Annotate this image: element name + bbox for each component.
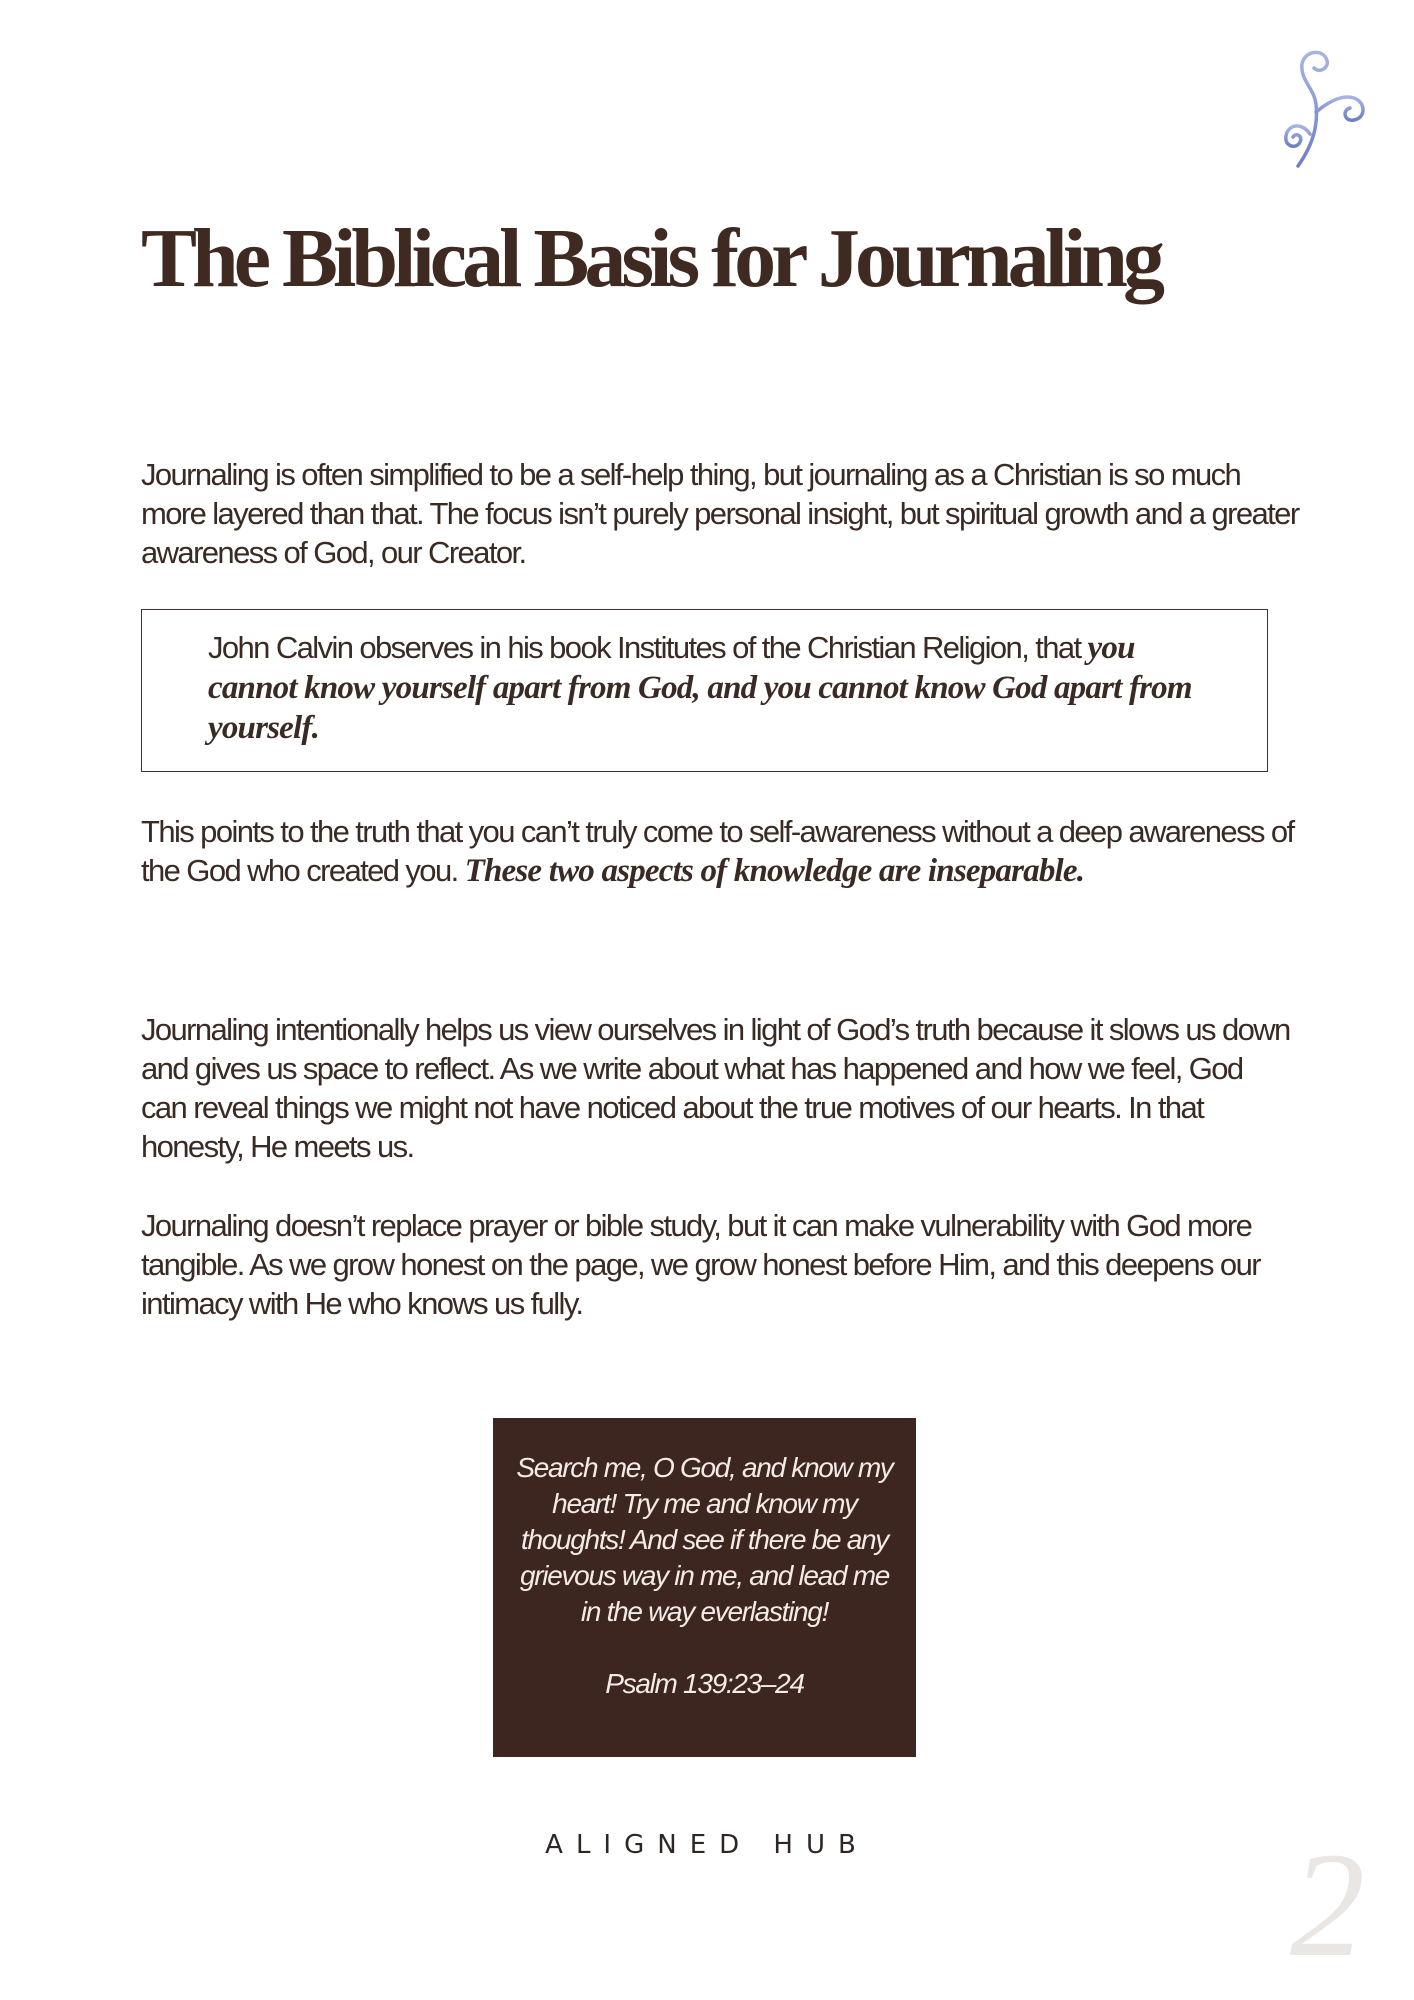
swirl-icon (1280, 42, 1372, 172)
calvin-quote-paragraph (208, 628, 1218, 748)
calvin-lead-text: John Calvin observes in his book Institutes of the Christian Religion, that (208, 630, 1088, 665)
truth-paragraph (141, 812, 1306, 891)
scripture-verse-text: Search me, O God, and know my heart! Try me and know my thoughts! And see if there be any grievous way in me, and lead me in the way everlasting! (516, 1452, 893, 1627)
calvin-quote-box (141, 609, 1268, 772)
scripture-reference: Psalm 139:23–24 (605, 1668, 804, 1699)
scripture-quote-box (493, 1418, 916, 1757)
page-number: 2 (1290, 1822, 1365, 1988)
intro-paragraph: Journaling is often simplified to be a self-help thing, but journaling as a Christian is so much more layered than that. The focus isn’t purely personal insight, but spiritual growth and a greater awareness of God, our Creator. (141, 457, 1299, 570)
calvin-quote-emphasis: you cannot know yourself apart from God, and you cannot know God apart from yourself. (208, 630, 1192, 746)
truth-lead-text: This points to the truth that you can’t truly come to self-awareness without a deep awareness of the God who created you. (141, 814, 1294, 888)
intimacy-paragraph: Journaling doesn’t replace prayer or bible study, but it can make vulnerability with God more tangible. As we grow honest on the page, we grow honest before Him, and this deepens our intimacy with He who knows us fully. (141, 1208, 1260, 1321)
brand-footer: ALIGNED HUB (545, 1830, 869, 1860)
page-title: The Biblical Basis for Journaling (141, 212, 1160, 305)
truth-emphasis: These two aspects of knowledge are inseparable. (464, 853, 1085, 889)
reflection-paragraph: Journaling intentionally helps us view ourselves in light of God’s truth because it slows us down and gives us space to reflect. As we write about what has happened and how we feel, God can reveal things we might not have noticed about the true motives of our hearts. In that honesty, He meets us. (141, 1012, 1290, 1164)
